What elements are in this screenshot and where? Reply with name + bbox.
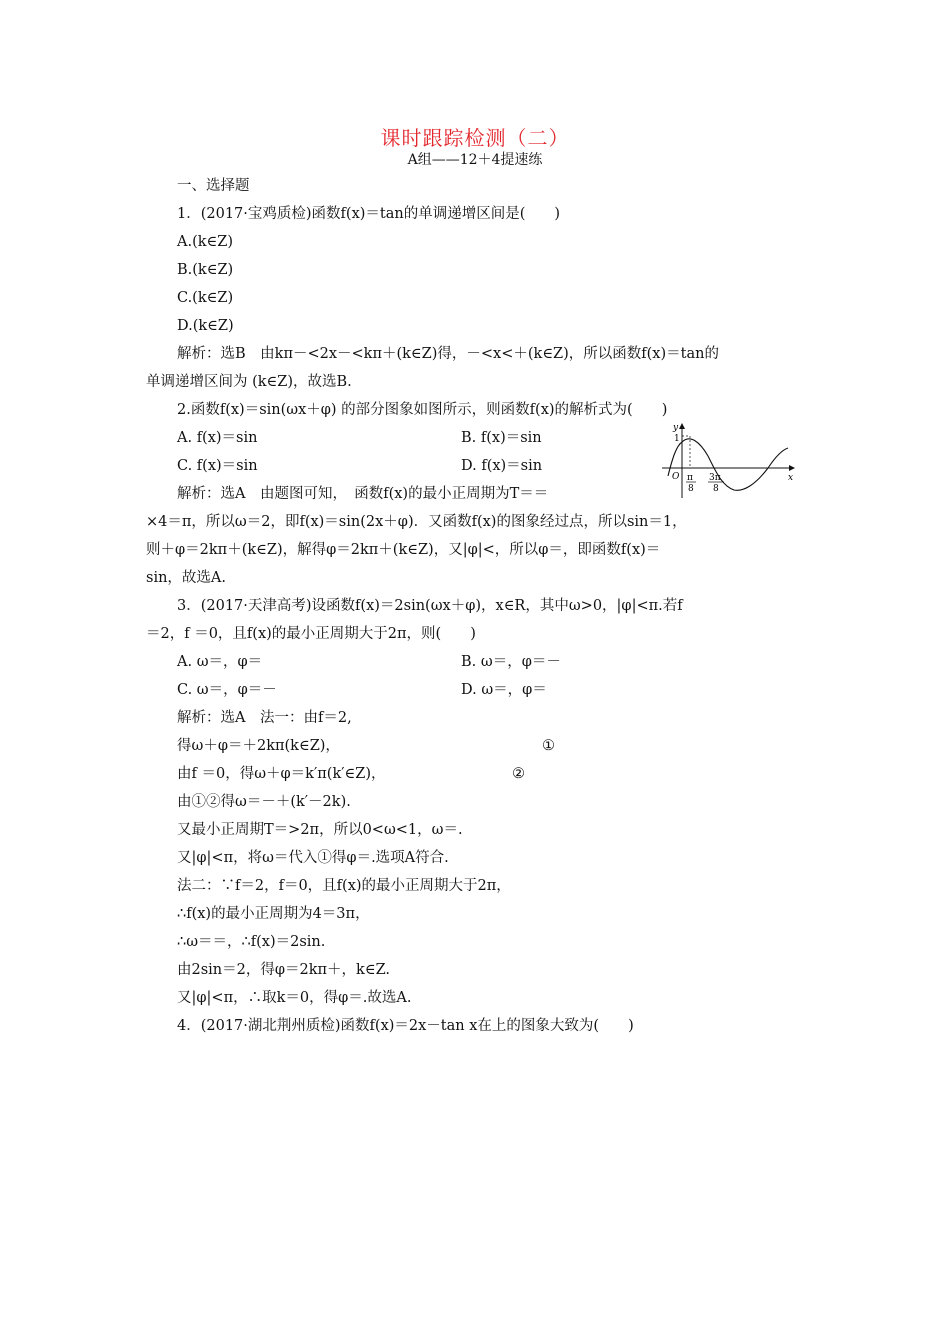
q2-solution-line2: ×4＝π，所以ω＝2，即f(x)＝sin(2x＋φ)．又函数f(x)的图象经过点，所以sin＝1， — [146, 514, 687, 530]
q3-solution-line6: 又|φ|<π，将ω＝代入①得φ＝.选项A符合. — [177, 850, 449, 866]
q2-solution-line3: 则＋φ＝2kπ＋(k∈Z)，解得φ＝2kπ＋(k∈Z)，又|φ|<，所以φ＝，即函数f(x)＝ — [146, 542, 661, 558]
q3-stem-line1: 3．(2017·天津高考)设函数f(x)＝2sin(ωx＋φ)，x∈R，其中ω>0，|φ|<π.若f — [177, 598, 683, 614]
graph-tick2-numerator: 3π — [709, 473, 721, 483]
q1-stem: 1．(2017·宝鸡质检)函数f(x)＝tan的单调递增区间是( ) — [177, 206, 561, 222]
q3-solution-line2: 得ω＋φ＝＋2kπ(k∈Z)， — [177, 738, 340, 754]
q3-option-b: B. ω＝，φ＝－ — [461, 654, 561, 670]
q3-solution-line10: 由2sin＝2，得φ＝2kπ＋，k∈Z. — [177, 962, 391, 978]
q3-solution-line11: 又|φ|<π，∴取k＝0，得φ＝.故选A. — [177, 990, 412, 1006]
q2-option-a: A. f(x)＝sin — [177, 430, 258, 446]
q3-option-c: C. ω＝，φ＝－ — [177, 682, 277, 698]
q2-option-c: C. f(x)＝sin — [177, 458, 258, 474]
q3-equation-mark-2: ② — [512, 766, 525, 782]
q3-solution-line8: ∴f(x)的最小正周期为4＝3π， — [177, 906, 370, 922]
q3-solution-line9: ∴ω＝＝，∴f(x)＝2sin. — [177, 934, 326, 950]
page-title: 课时跟踪检测（二） — [380, 126, 570, 150]
q1-option-a: A.(k∈Z) — [177, 234, 233, 250]
q3-solution-line7: 法二：∵f＝2，f＝0，且f(x)的最小正周期大于2π， — [177, 878, 511, 894]
graph-tick1-numerator: π — [687, 473, 693, 483]
q2-solution-line4: sin，故选A. — [146, 570, 226, 586]
q3-solution-line3: 由f ＝0，得ω＋φ＝k′π(k′∈Z)， — [177, 766, 386, 782]
q1-option-b: B.(k∈Z) — [177, 262, 234, 278]
graph-y-tick: 1 — [674, 434, 680, 444]
graph-tick2-denominator: 8 — [713, 484, 719, 494]
graph-x-label: x — [788, 473, 794, 483]
q1-option-c: C.(k∈Z) — [177, 290, 234, 306]
q3-solution-line5: 又最小正周期T＝>2π，所以0<ω<1，ω＝. — [177, 822, 463, 838]
graph-tick1-denominator: 8 — [688, 484, 694, 494]
graph-y-label: y — [673, 423, 679, 433]
graph-curve — [668, 439, 788, 490]
q1-option-d: D.(k∈Z) — [177, 318, 234, 334]
q1-solution-line1: 解析：选B 由kπ－<2x－<kπ＋(k∈Z)得，－<x<＋(k∈Z)，所以函数f(x)＝tan的 — [177, 346, 719, 362]
sine-graph — [660, 420, 798, 500]
q1-solution-line2: 单调递增区间为 (k∈Z)，故选B. — [146, 374, 352, 390]
q2-solution-line1: 解析：选A 由题图可知， 函数f(x)的最小正周期为T＝＝ — [177, 486, 549, 502]
q3-equation-mark-1: ① — [542, 738, 555, 754]
page-subtitle: A组——12＋4提速练 — [407, 152, 543, 168]
q2-stem: 2.函数f(x)＝sin(ωx＋φ) 的部分图象如图所示，则函数f(x)的解析式为( ) — [177, 402, 668, 418]
q2-option-d: D. f(x)＝sin — [461, 458, 543, 474]
q3-solution-line4: 由①②得ω＝－＋(k′－2k). — [177, 794, 351, 810]
q3-option-a: A. ω＝，φ＝ — [177, 654, 263, 670]
q3-stem-line2: ＝2，f ＝0，且f(x)的最小正周期大于2π，则( ) — [146, 626, 476, 642]
q2-option-b: B. f(x)＝sin — [461, 430, 542, 446]
q4-stem: 4．(2017·湖北荆州质检)函数f(x)＝2x－tan x在上的图象大致为( ) — [177, 1018, 634, 1034]
graph-origin-label: O — [672, 472, 680, 482]
section-heading: 一、选择题 — [177, 178, 250, 194]
q3-option-d: D. ω＝，φ＝ — [461, 682, 547, 698]
q3-solution-line1: 解析：选A 法一：由f＝2, — [177, 710, 352, 726]
